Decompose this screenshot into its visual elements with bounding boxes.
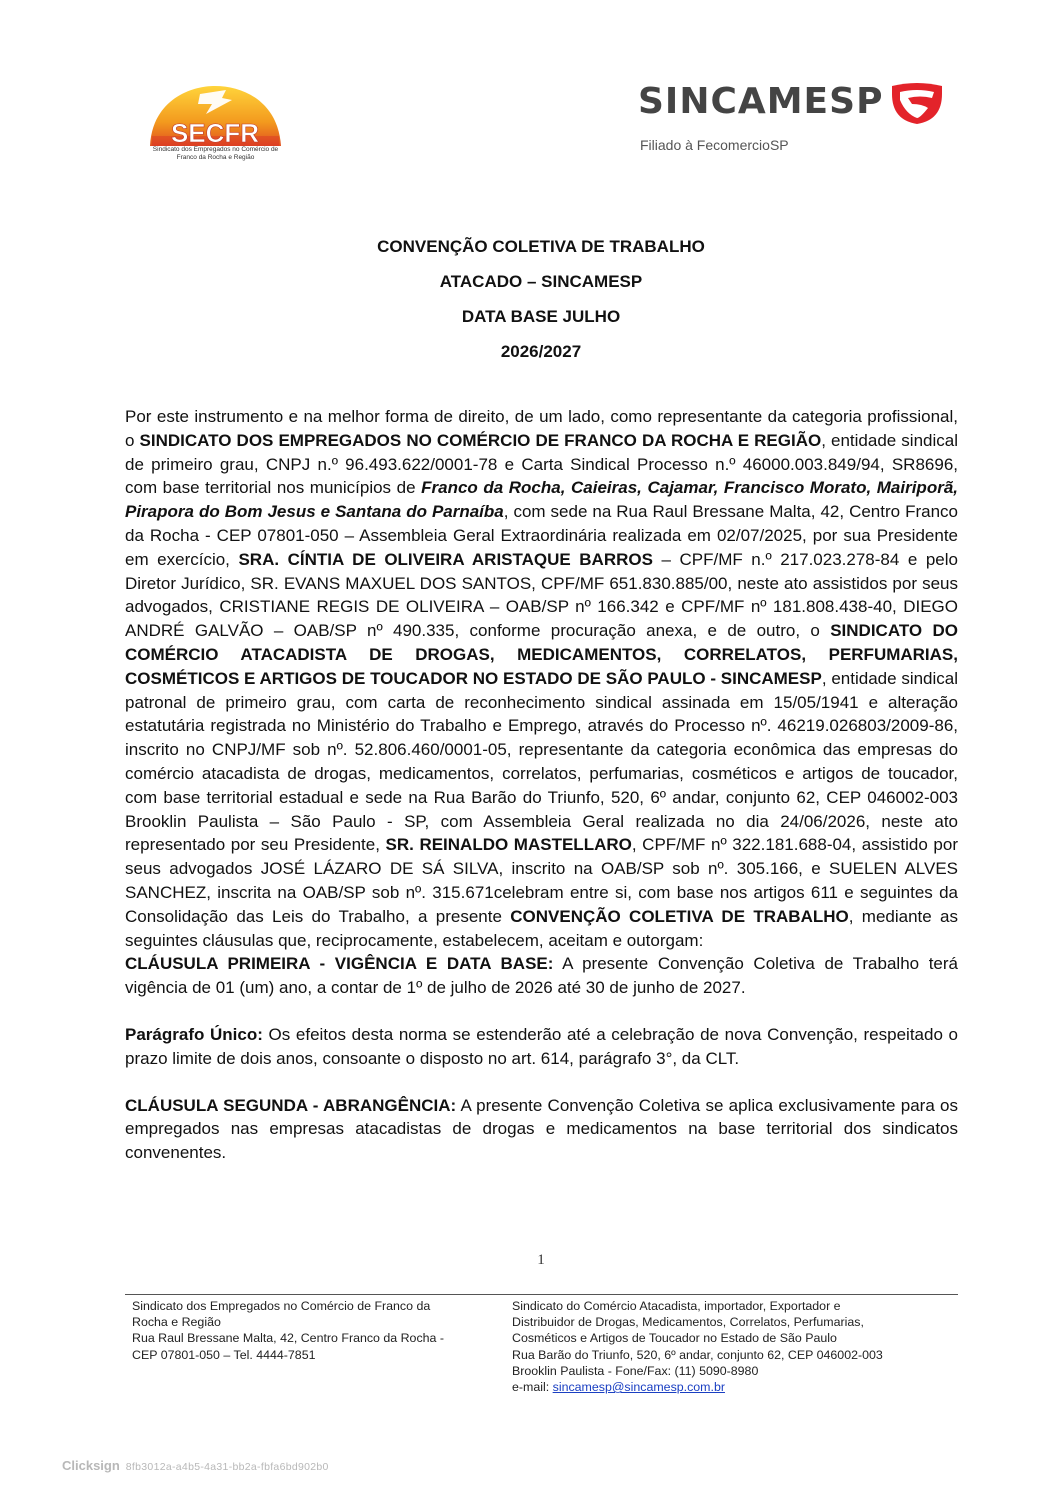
footer-divider [125,1294,958,1295]
union-name: SINDICATO DOS EMPREGADOS NO COMÉRCIO DE FRANCO DA ROCHA E REGIÃO [139,430,822,450]
footer-email-line [512,1379,958,1395]
clause-first-heading: CLÁUSULA PRIMEIRA - VIGÊNCIA E DATA BASE: [125,954,554,974]
paragraph-unico [125,1023,958,1071]
footer-right-address [512,1298,958,1395]
paragraph-unico-text: Os efeitos desta norma se estenderão até a celebração de nova Convenção, respeitado o prazo limite de dois anos, consoante o disposto no art. 614, parágrafo 3°, da CLT. [125,1024,958,1068]
svg-text:SECFR: SECFR [170,118,260,148]
paragraph-unico-heading: Parágrafo Único: [125,1024,263,1044]
footer-email-link[interactable]: sincamesp@sincamesp.com.br [552,1380,725,1395]
preamble-text: , com sede na Rua Raul Bressane Malta, 42, Centro Franco da Rocha - CEP 07801-050 – Assembleia Geral Extraordinária realizada em 02/07/2025, por sua Presidente em exercício, [125,502,958,569]
secfr-tagline: Sindicato dos Empregados no Comércio de Franco da Rocha e Região [152,146,279,161]
footer-line: Rua Barão do Triunfo, 520, 6º andar, conjunto 62, CEP 046002-003 [512,1347,883,1362]
clause-first-text: A presente Convenção Coletiva de Trabalho terá vigência de 01 (um) ano, a contar de 1º de julho de 2026 até 30 de junho de 2027. [125,954,958,998]
clause-second [125,1094,958,1165]
preamble-text: , mediante as seguintes cláusulas que, reciprocamente, estabelecem, aceitam e outorgam: [125,906,958,950]
preamble-text: Por este instrumento e na melhor forma de direito, de um lado, como representante da categoria profissional, o [125,407,958,450]
footer-line: Rua Raul Bressane Malta, 42, Centro Franco da Rocha - [132,1331,444,1346]
document-subtitle-category: ATACADO – SINCAMESP [439,272,643,291]
convention-name: CONVENÇÃO COLETIVA DE TRABALHO [510,906,849,926]
page-number: 1 [537,1252,545,1268]
footer-line: Cosméticos e Artigos de Toucador no Estado de São Paulo [512,1331,837,1346]
preamble-text: – CPF/MF n.º 217.023.278-84 e pelo Diretor Jurídico, SR. EVANS MAXUEL DOS SANTOS, CPF/MF 651.830.885/00, neste ato assistidos por seus advogados, CRISTIANE REGIS DE OLIVEIRA – OAB/SP nº 166.342 e CPF/MF nº 181.808.438-40, DIEGO ANDRÉ GALVÃO – OAB/SP nº 490.335, conforme procuração anexa, e de outro, o [125,549,958,641]
municipalities: Franco da Rocha, Caieiras, Cajamar, Francisco Morato, Mairiporã, Pirapora do Bom Jesus e Santana do Parnaíba [125,478,958,522]
footer-line: Brooklin Paulista - Fone/Fax: (11) 5090-8980 [512,1363,759,1378]
footer-left-address [132,1298,484,1363]
footer-line: Sindicato do Comércio Atacadista, importador, Exportador e [512,1299,841,1313]
document-subtitle-period: 2026/2027 [500,342,582,361]
footer-line: Distribuidor de Drogas, Medicamentos, Correlatos, Perfumarias, [512,1315,864,1330]
employer-union-name: SINDICATO DO COMÉRCIO ATACADISTA DE DROGAS, MEDICAMENTOS, CORRELATOS, PERFUMARIAS, COSMÉTICOS E ARTIGOS DE TOUCADOR NO ESTADO DE SÃO PAULO - SINCAMESP [125,621,958,688]
sincamesp-logo-mark [888,80,946,126]
sincamesp-logo-text: SINCAMESP [638,81,884,122]
employer-union-president: SR. REINALDO MASTELLARO [385,835,632,855]
footer-line: Rocha e Região [132,1315,221,1330]
clause-second-heading: CLÁUSULA SEGUNDA - ABRANGÊNCIA: [125,1095,457,1115]
clause-first [125,952,958,1000]
footer-email-label: e-mail: [512,1380,553,1395]
preamble-text: , CPF/MF nº 322.181.688-04, assistido por seus advogados JOSÉ LÁZARO DE SÁ SILVA, inscrito na OAB/SP sob nº. 305.166, e SUELEN ALVES SANCHEZ, inscrita na OAB/SP sob nº. 315.671celebram entre si, com base nos artigos 611 e seguintes da Consolidação das Leis do Trabalho, a presente [125,835,958,926]
document-subtitle-database: DATA BASE JULHO [461,307,621,326]
clicksign-label: Clicksign [62,1458,120,1473]
preamble-text: , entidade sindical patronal de primeiro grau, com carta de reconhecimento sindical assinada em 15/05/1941 e alteração estatutária registrada no Ministério do Trabalho e Emprego, através do Processo nº. 46219.026803/2009-86, inscrito no CNPJ/MF sob nº. 52.806.460/0001-05, representante da categoria econômica das empresas do comércio atacadista de drogas, medicamentos, correlatos, perfumarias, cosméticos e artigos de toucador, com base territorial estadual e sede na Rua Barão do Triunfo, 520, 6º andar, conjunto 62, CEP 046002-003 Brooklin Paulista – São Paulo - SP, com Assembleia Geral realizada no dia 24/06/2026, neste ato representado por seu Presidente, [125,668,959,855]
clicksign-hash: 8fb3012a-a4b5-4a31-bb2a-fbfa6bd902b0 [125,1461,329,1473]
preamble-paragraph [125,405,958,952]
document-body [125,405,958,1165]
document-title: CONVENÇÃO COLETIVA DE TRABALHO [377,237,705,256]
footer-line: CEP 07801-050 – Tel. 4444-7851 [132,1347,316,1362]
clicksign-stamp [62,1458,329,1473]
union-president: SRA. CÍNTIA DE OLIVEIRA ARISTAQUE BARROS [238,549,653,569]
sincamesp-subtitle: Filiado à FecomercioSP [640,137,789,153]
footer-line: Sindicato dos Empregados no Comércio de Franco da [132,1299,431,1313]
preamble-text: , entidade sindical de primeiro grau, CNPJ n.º 96.493.622/0001-78 e Carta Sindical Processo n.º 46000.003.849/94, SR8696, com base territorial nos municípios de [125,430,958,498]
clause-second-text: A presente Convenção Coletiva se aplica exclusivamente para os empregados nas empresas atacadistas de drogas e medicamentos na base territorial dos sindicatos convenentes. [125,1095,958,1163]
